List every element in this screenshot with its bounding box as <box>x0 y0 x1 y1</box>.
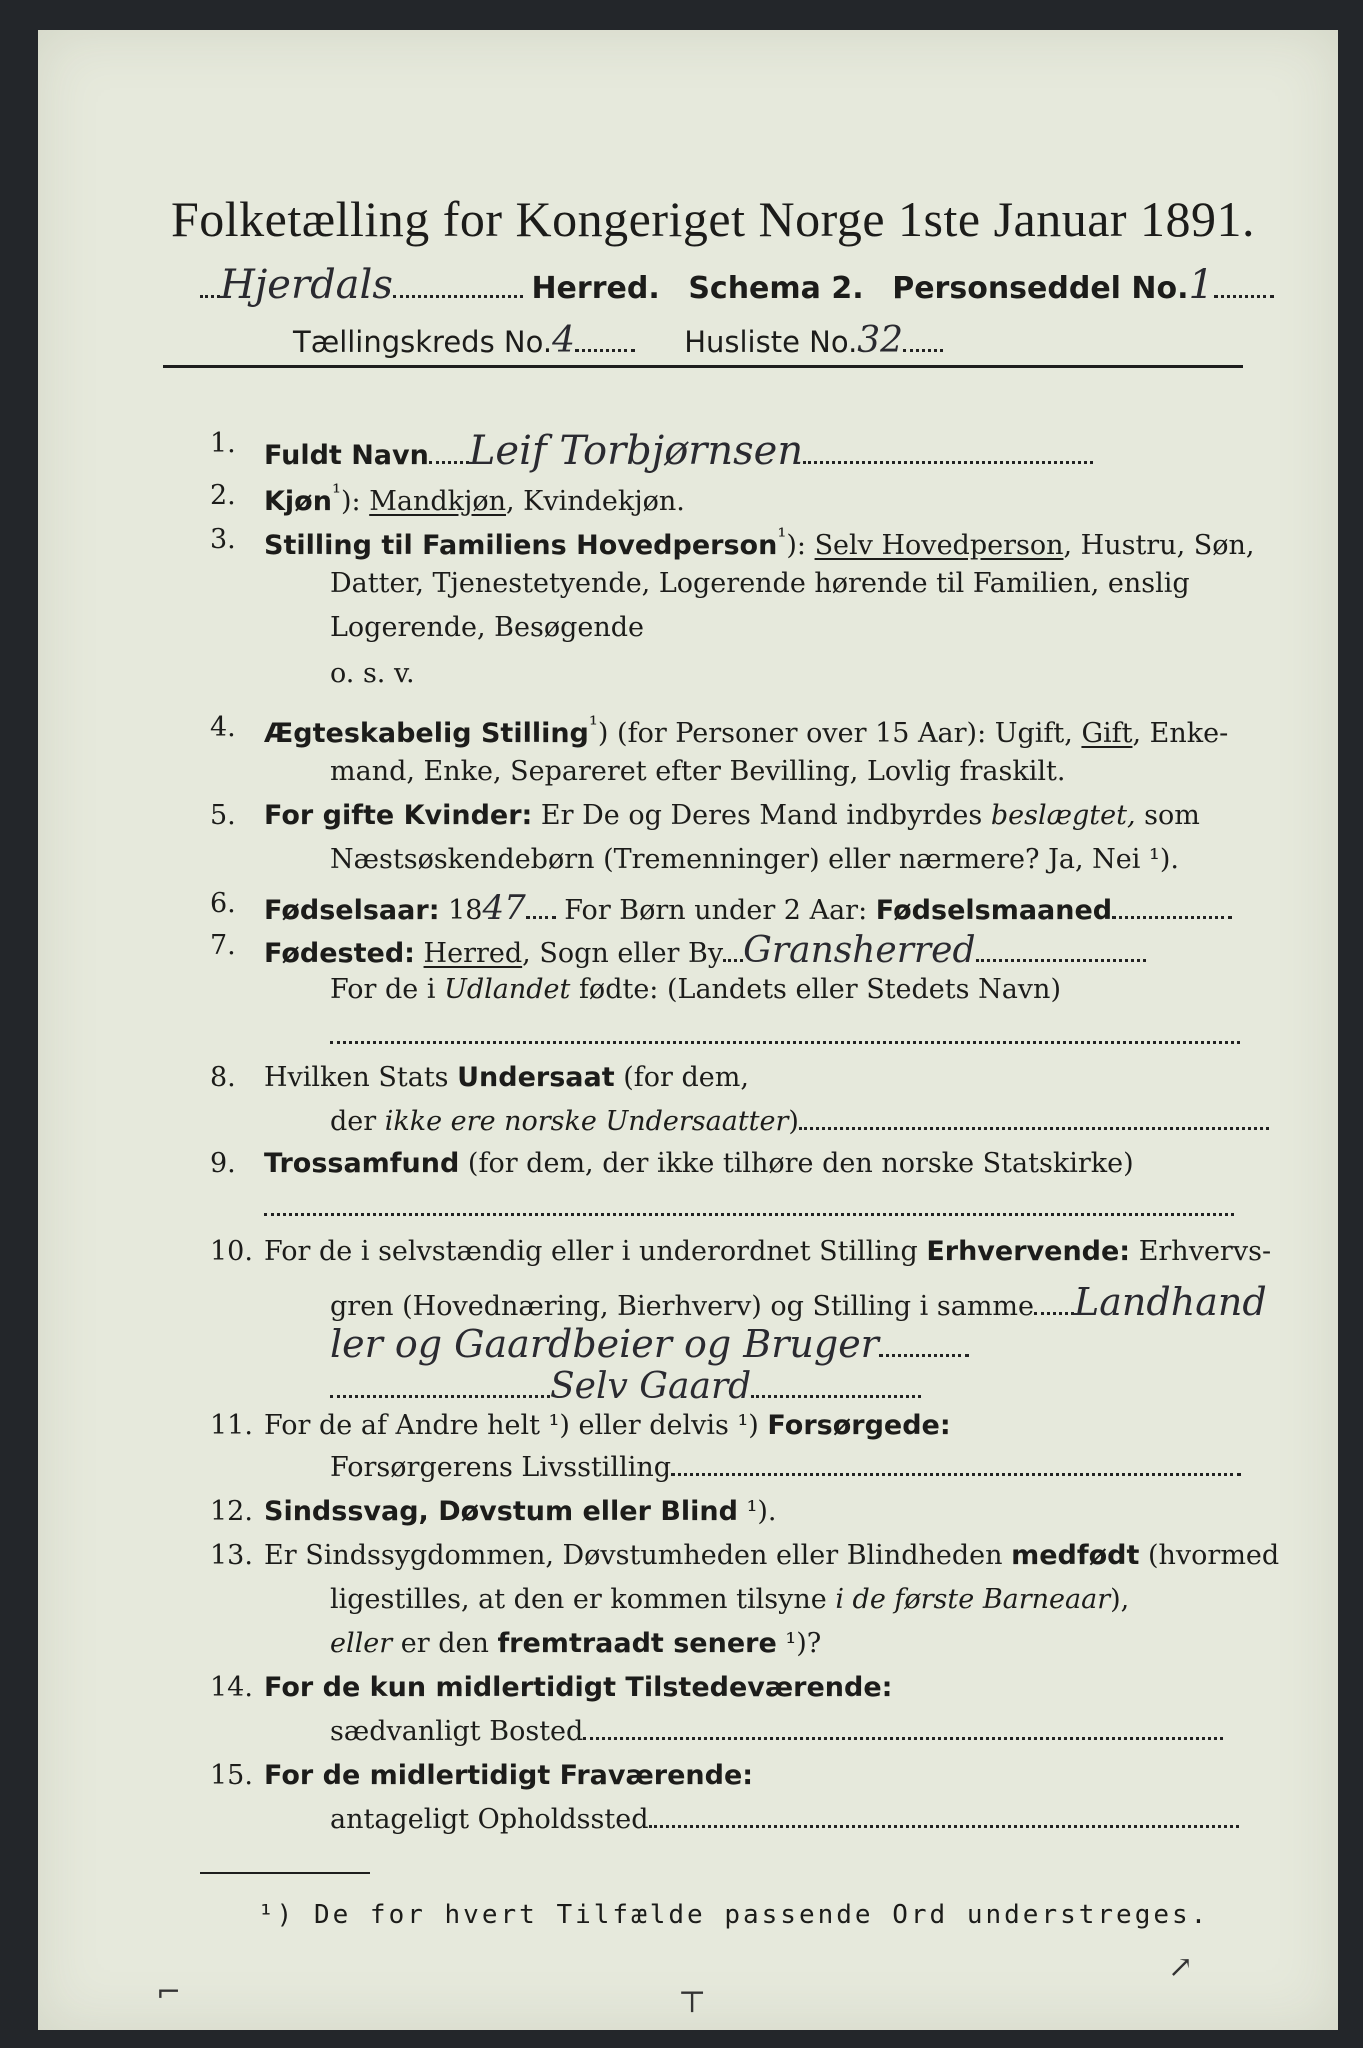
selected-option: Gift <box>1081 718 1133 749</box>
selected-option: Selv Hovedperson <box>814 530 1064 561</box>
question-text: sædvanligt Bosted <box>330 1716 584 1747</box>
question-text: ) (for Personer over 15 Aar): Ugift, <box>597 718 1082 749</box>
question-label: Fødested: <box>264 938 415 969</box>
item-8 <box>264 1062 749 1093</box>
selected-option: Herred <box>423 938 523 969</box>
question-text: Erhvervs- <box>1130 1236 1272 1267</box>
kreds-label: Tællingskreds No. <box>293 325 553 359</box>
husliste-value: 32 <box>857 320 904 361</box>
item-13-line3 <box>330 1628 821 1659</box>
question-label: Sindssvag, Døvstum eller Blind <box>264 1496 738 1527</box>
question-text: eller <box>330 1628 393 1659</box>
corner-mark-icon: ⌐ <box>156 1975 182 2010</box>
item-11-line2 <box>330 1452 1241 1483</box>
question-label: midlertidigt Fraværende: <box>369 1760 754 1791</box>
item-15 <box>264 1760 753 1791</box>
question-text: som <box>1135 800 1200 831</box>
question-label: Kjøn <box>264 486 332 517</box>
herred-label: Herred. <box>531 271 660 306</box>
question-text: (for dem, der ikke tilhøre den norske Statskirke) <box>459 1148 1134 1179</box>
question-text: antageligt Opholdssted <box>330 1804 649 1835</box>
question-label: For de <box>264 1760 370 1791</box>
question-text: For Børn under 2 Aar: <box>555 895 876 926</box>
footnote-mark: ¹ <box>777 524 787 550</box>
question-text: gren (Hovednæring, Bierhverv) og Stilling i samme <box>330 1291 1035 1322</box>
question-text: For de i <box>330 974 445 1005</box>
item-12 <box>264 1496 777 1527</box>
item-10-line4 <box>330 1366 921 1407</box>
question-label: Stilling til Familiens Hovedperson <box>264 530 778 561</box>
item-13-line2: ligestilles, at den er kommen tilsyne i de første Barneaar), <box>330 1584 1130 1615</box>
question-label: midlertidigt Tilstedeværende: <box>435 1672 893 1703</box>
item-14 <box>264 1672 892 1703</box>
question-label: Forsørgede: <box>767 1410 951 1441</box>
item-number: 14. <box>210 1672 253 1703</box>
item-number: 12. <box>210 1496 253 1527</box>
item-15-line2 <box>330 1804 1239 1835</box>
item-9 <box>264 1148 1134 1179</box>
item-number: 7. <box>210 930 236 961</box>
item-number: 10. <box>210 1236 253 1267</box>
question-text: Udlandet <box>444 974 571 1005</box>
header-rule <box>163 365 1243 368</box>
question-text: Hvilken Stats <box>264 1062 458 1093</box>
answer-full-name: Leif Torbjørnsen <box>468 428 804 474</box>
question-text: er den <box>392 1628 498 1659</box>
question-text: (hvormed <box>1139 1540 1280 1571</box>
item-10 <box>264 1236 1271 1267</box>
question-text: ¹). <box>737 1496 777 1527</box>
question-label: Ægteskabelig Stilling <box>264 718 589 749</box>
kreds-value: 4 <box>552 320 575 361</box>
answer-line <box>264 1192 1234 1223</box>
item-7 <box>264 930 1146 971</box>
item-7-line2 <box>330 974 1061 1005</box>
item-10-line2 <box>330 1280 1267 1324</box>
question-text: i de første Barneaar <box>835 1584 1111 1615</box>
question-text: der <box>330 1106 385 1137</box>
question-text: ): <box>786 530 815 561</box>
item-8-line2: der ikke ere norske Undersaatter) <box>330 1106 1269 1137</box>
question-text: ¹)? <box>776 1628 822 1659</box>
question-text: fødte: (Landets eller Stedets Navn) <box>570 974 1061 1005</box>
item-13 <box>264 1540 1279 1571</box>
selected-option: Mandkjøn <box>369 486 506 517</box>
schema-label: Schema 2. <box>688 271 864 306</box>
question-text: ): <box>340 486 370 517</box>
question-text: ikke ere norske Undersaatter <box>384 1106 789 1137</box>
question-text: Næstsøskendebørn (Tremenninger) eller nærmere? Ja, Nei ¹). <box>330 844 1179 875</box>
personseddel-value: 1 <box>1188 262 1214 308</box>
item-number: 3. <box>210 524 236 555</box>
question-text: , Sogn eller By <box>522 938 724 969</box>
question-text: Logerende, Besøgende <box>330 612 644 643</box>
answer-occupation-3: Selv Gaard <box>550 1366 752 1407</box>
item-10-line3 <box>330 1322 969 1366</box>
census-form <box>38 30 1338 2030</box>
husliste-label: Husliste No. <box>684 325 858 359</box>
question-label: For <box>264 800 323 831</box>
item-number: 13. <box>210 1540 253 1571</box>
answer-occupation-1: Landhand <box>1074 1280 1267 1324</box>
question-label: medfødt <box>1011 1540 1140 1571</box>
item-6 <box>264 888 1232 928</box>
item-3 <box>264 524 1255 561</box>
question-text: For de i selvstændig eller i underordnet Stilling <box>264 1236 927 1267</box>
question-label: fremtraadt senere <box>497 1628 777 1659</box>
item-number: 11. <box>210 1410 253 1441</box>
answer-line <box>330 1020 1240 1051</box>
answer-occupation-2: ler og Gaardbeier og Bruger <box>330 1322 879 1366</box>
question-text: Datter, Tjenestetyende, Logerende hørende til Familien, enslig <box>330 568 1190 599</box>
question-label: Erhvervende: <box>926 1236 1131 1267</box>
herred-line <box>200 262 1274 308</box>
question-label: Fødselsmaaned <box>875 895 1113 926</box>
question-text: , Kvindekjøn. <box>506 486 685 517</box>
herred-value: Hjerdals <box>220 262 393 308</box>
corner-mark-icon: ↗ <box>1168 1950 1194 1985</box>
question-text: , Enke- <box>1132 718 1229 749</box>
personseddel-label: Personseddel No. <box>892 271 1189 306</box>
footnote-mark: ¹ <box>331 480 341 506</box>
answer-birth-year: 47 <box>482 888 526 928</box>
question-text: 18 <box>439 895 483 926</box>
question-label: gifte Kvinder: <box>322 800 533 831</box>
question-text: ligestilles, at den er kommen tilsyne <box>330 1584 836 1615</box>
question-text: (for dem, <box>614 1062 749 1093</box>
item-1 <box>264 428 1093 474</box>
question-text: o. s. v. <box>330 658 415 689</box>
item-2 <box>264 480 685 517</box>
item-number: 8. <box>210 1062 236 1093</box>
item-number: 9. <box>210 1148 236 1179</box>
item-5 <box>264 800 1200 831</box>
question-text: Er De og Deres Mand indbyrdes <box>532 800 991 831</box>
question-text: , Hustru, Søn, <box>1063 530 1255 561</box>
item-number: 1. <box>210 428 236 459</box>
form-title: Folketælling for Kongeriget Norge 1ste Januar 1891. <box>170 191 1256 247</box>
item-number: 4. <box>210 712 236 743</box>
answer-birthplace: Gransherred <box>743 930 976 971</box>
question-text: beslægtet, <box>990 800 1136 831</box>
corner-mark-icon: ⊤ <box>678 1985 707 2020</box>
question-label: For de kun <box>264 1672 436 1703</box>
question-text: Er Sindssygdommen, Døvstumheden eller Blindheden <box>264 1540 1012 1571</box>
item-number: 15. <box>210 1760 253 1791</box>
question-label: Fødselsaar: <box>264 895 440 926</box>
item-number: 6. <box>210 888 236 919</box>
item-14-line2 <box>330 1716 1223 1747</box>
item-number: 2. <box>210 480 236 511</box>
item-11 <box>264 1410 951 1441</box>
question-label: Trossamfund <box>264 1148 460 1179</box>
kreds-line <box>293 320 943 361</box>
question-label: Undersaat <box>457 1062 615 1093</box>
footnote-rule <box>200 1872 370 1874</box>
footnote-mark: ¹ <box>588 712 598 738</box>
footnote: ¹) De for hvert Tilfælde passende Ord understreges. <box>258 1900 1210 1930</box>
question-text: Forsørgerens Livsstilling <box>330 1452 672 1483</box>
question-label: Fuldt Navn <box>264 440 429 471</box>
question-text: mand, Enke, Separeret efter Bevilling, Lovlig fraskilt. <box>330 756 1066 787</box>
item-4 <box>264 712 1228 749</box>
item-number: 5. <box>210 800 236 831</box>
question-text: For de af Andre helt ¹) eller delvis ¹) <box>264 1410 768 1441</box>
